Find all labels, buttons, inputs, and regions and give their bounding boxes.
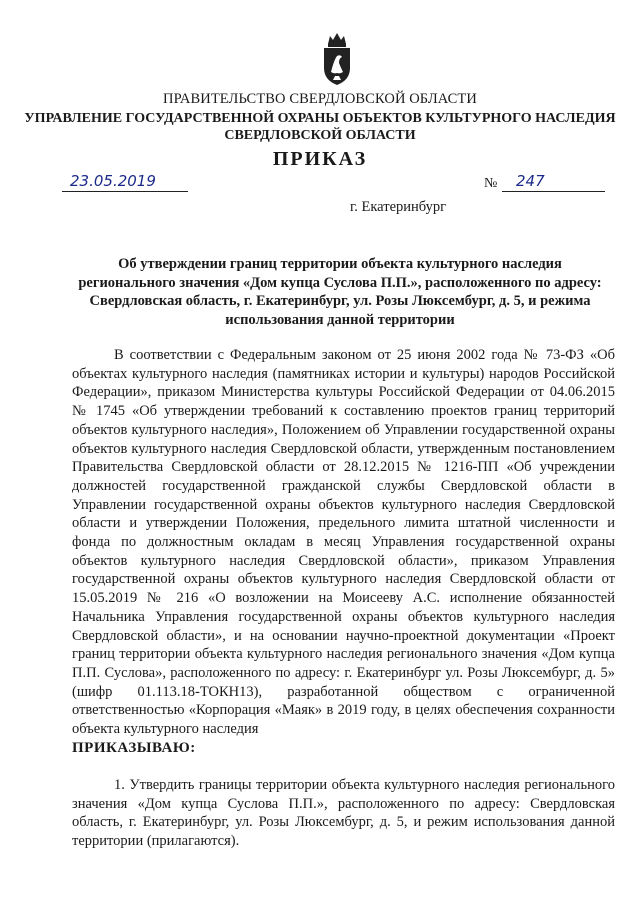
preamble: В соответствии с Федеральным законом от 25 июня 2002 года № 73-ФЗ «Об объектах культурного наследия (памятниках истории и культуры) народов Российской Федерации», приказом Министерства культуры Российской Федерации от 04.06.2015 № 1745 «Об утверждении требований к составлению проектов границ территорий объектов культурного наследия», Положением об Управлении государственной охраны объектов культурного наследия Свердловской области, утвержденным постановлением Правительства Свердловской области от 28.12.2015 № 1216-ПП «Об учреждении должностей государственной гражданской службы Свердловской области в Управлении государственной охраны объектов культурного наследия Свердловской области и утверждении Положения, предельного лимита штатной численности и фонда по должностным окладам в месяц Управления государственной охраны объектов культурного наследия Свердловской области», приказом Управления государственной охраны объектов культурного наследия Свердловской области от 15.05.2019 № 216 «О возложении на Моисееву А.С. исполнение обязанностей Начальника Управления государственной охраны объектов культурного наследия Свердловской области», и на основании научно-проектной документации «Проект границ территории объекта культурного наследия регионального значения «Дом купца П.П. Суслова», расположенного по адресу: г. Екатеринбург ул. Розы Люксембург, д. 5» (шифр 01.113.18-ТОКН13), разработанной обществом с ограниченной ответственностью «Корпорация «Маяк» в 2019 году, в целях обеспечения сохранности объекта культурного наследия [72, 347, 615, 738]
order-date: 23.05.2019 [62, 172, 188, 192]
document-type: ПРИКАЗ [272, 148, 368, 170]
coat-of-arms-icon [321, 30, 353, 86]
order-number: 247 [502, 172, 605, 192]
order-heading: ПРИКАЗЫВАЮ: [72, 740, 196, 756]
government-name: ПРАВИТЕЛЬСТВО СВЕРДЛОВСКОЙ ОБЛАСТИ [163, 91, 477, 107]
department-name: УПРАВЛЕНИЕ ГОСУДАРСТВЕННОЙ ОХРАНЫ ОБЪЕКТОВ КУЛЬТУРНОГО НАСЛЕДИЯ СВЕРДЛОВСКОЙ ОБЛАСТИ [24, 111, 616, 143]
date-number-row [62, 172, 602, 196]
number-label: № [484, 176, 498, 191]
order-subject: Об утверждении границ территории объекта культурного наследия регионального значения «Дом купца Суслова П.П.», расположенного по адресу: Свердловская область, г. Екатеринбург, ул. Розы Люксембург, д. 5, и режима использования данной территории [78, 256, 602, 328]
city: г. Екатеринбург [349, 199, 447, 215]
order-item: 1. Утвердить границы территории объекта культурного наследия регионального значения «Дом купца Суслова П.П.», расположенного по адресу: Свердловская область, г. Екатеринбург, ул. Розы Люксембург, д. 5, и режим использования данной территории (прилагаются). [72, 777, 615, 850]
